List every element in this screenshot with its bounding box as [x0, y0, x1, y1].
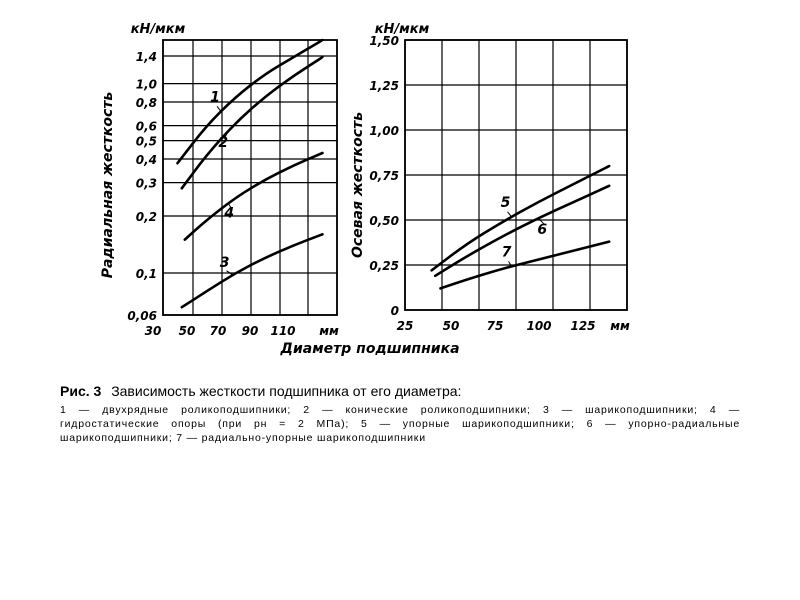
y-tick-label: 0,4: [135, 152, 157, 167]
series-label: 6: [537, 222, 548, 239]
caption-title: Зависимость жесткости подшипника от его диаметра:: [111, 383, 462, 399]
caption-title-line: [60, 383, 740, 399]
caption-item-7: 7 — радиально-упорные шарикоподшипники: [176, 432, 426, 444]
series-line-5: [432, 166, 610, 270]
series-label-leader: [508, 212, 512, 217]
x-tick-label: 30: [144, 324, 162, 338]
caption-item-1: 1 — двухрядные роликоподшипники;: [60, 404, 292, 416]
figure-caption: [60, 383, 740, 445]
y-tick-label: 1,25: [369, 79, 399, 93]
y-unit-label: кН/мкм: [130, 22, 186, 37]
series-label: 7: [501, 244, 512, 261]
series-label: 4: [224, 205, 235, 222]
y-tick-label: 1,4: [135, 49, 157, 64]
caption-item-2: 2 — конические роликоподшипники;: [303, 404, 531, 416]
series-label-leader: [217, 106, 221, 111]
x-tick-label: 50: [178, 324, 196, 338]
caption-legend: [60, 403, 740, 445]
y-tick-label: 1,0: [135, 77, 157, 92]
y-tick-label: 1,00: [369, 124, 399, 138]
radial-stiffness-chart: [100, 22, 339, 338]
x-tick-label: 110: [270, 324, 296, 338]
series-label: 3: [219, 254, 230, 271]
x-tick-label: 100: [526, 319, 552, 333]
y-tick-label: 0,1: [135, 266, 157, 281]
y-tick-label: 1,50: [369, 34, 399, 48]
y-unit-label: кН/мкм: [374, 22, 430, 37]
series-label: 5: [500, 194, 511, 211]
y-tick-label: 0,25: [369, 259, 399, 273]
caption-item-6: 6 — упорно-радиальные шарикоподшипники;: [60, 418, 741, 444]
series-label: 2: [218, 134, 229, 151]
series-line-6: [435, 186, 609, 276]
y-tick-label: 0,3: [135, 176, 157, 191]
y-tick-label: 0,8: [135, 95, 157, 110]
series-line-4: [185, 153, 323, 240]
x-tick-label: 75: [486, 319, 504, 333]
y-axis-label: Осевая жесткость: [350, 111, 366, 259]
x-tick-label: мм: [319, 324, 339, 338]
x-tick-label: мм: [610, 319, 630, 333]
caption-item-4: 4 — гидростатические опоры (при pн = 2 МПа);: [60, 404, 740, 430]
y-tick-label: 0: [390, 304, 399, 318]
y-tick-label: 0,6: [135, 119, 157, 134]
y-axis-label: Радиальная жесткость: [100, 91, 116, 279]
axial-stiffness-chart: [350, 22, 630, 333]
y-tick-label: 0,06: [127, 309, 157, 323]
x-tick-label: 70: [209, 324, 227, 338]
series-label: 1: [210, 89, 220, 106]
x-tick-label: 125: [570, 319, 596, 333]
series-line-2: [182, 57, 323, 188]
x-tick-label: 50: [442, 319, 460, 333]
y-tick-label: 0,2: [135, 209, 157, 224]
y-tick-label: 0,75: [369, 169, 399, 183]
x-tick-label: 25: [396, 319, 414, 333]
x-tick-label: 90: [241, 324, 259, 338]
x-axis-label: Диаметр подшипника: [280, 341, 460, 357]
caption-item-5: 5 — упорные шарикоподшипники;: [361, 418, 575, 430]
series-line-3: [182, 234, 323, 307]
caption-item-3: 3 — шарикоподшипники;: [542, 404, 698, 416]
caption-figure-label: Рис. 3: [60, 383, 102, 399]
y-tick-label: 0,50: [369, 214, 399, 228]
y-tick-label: 0,5: [135, 134, 157, 149]
